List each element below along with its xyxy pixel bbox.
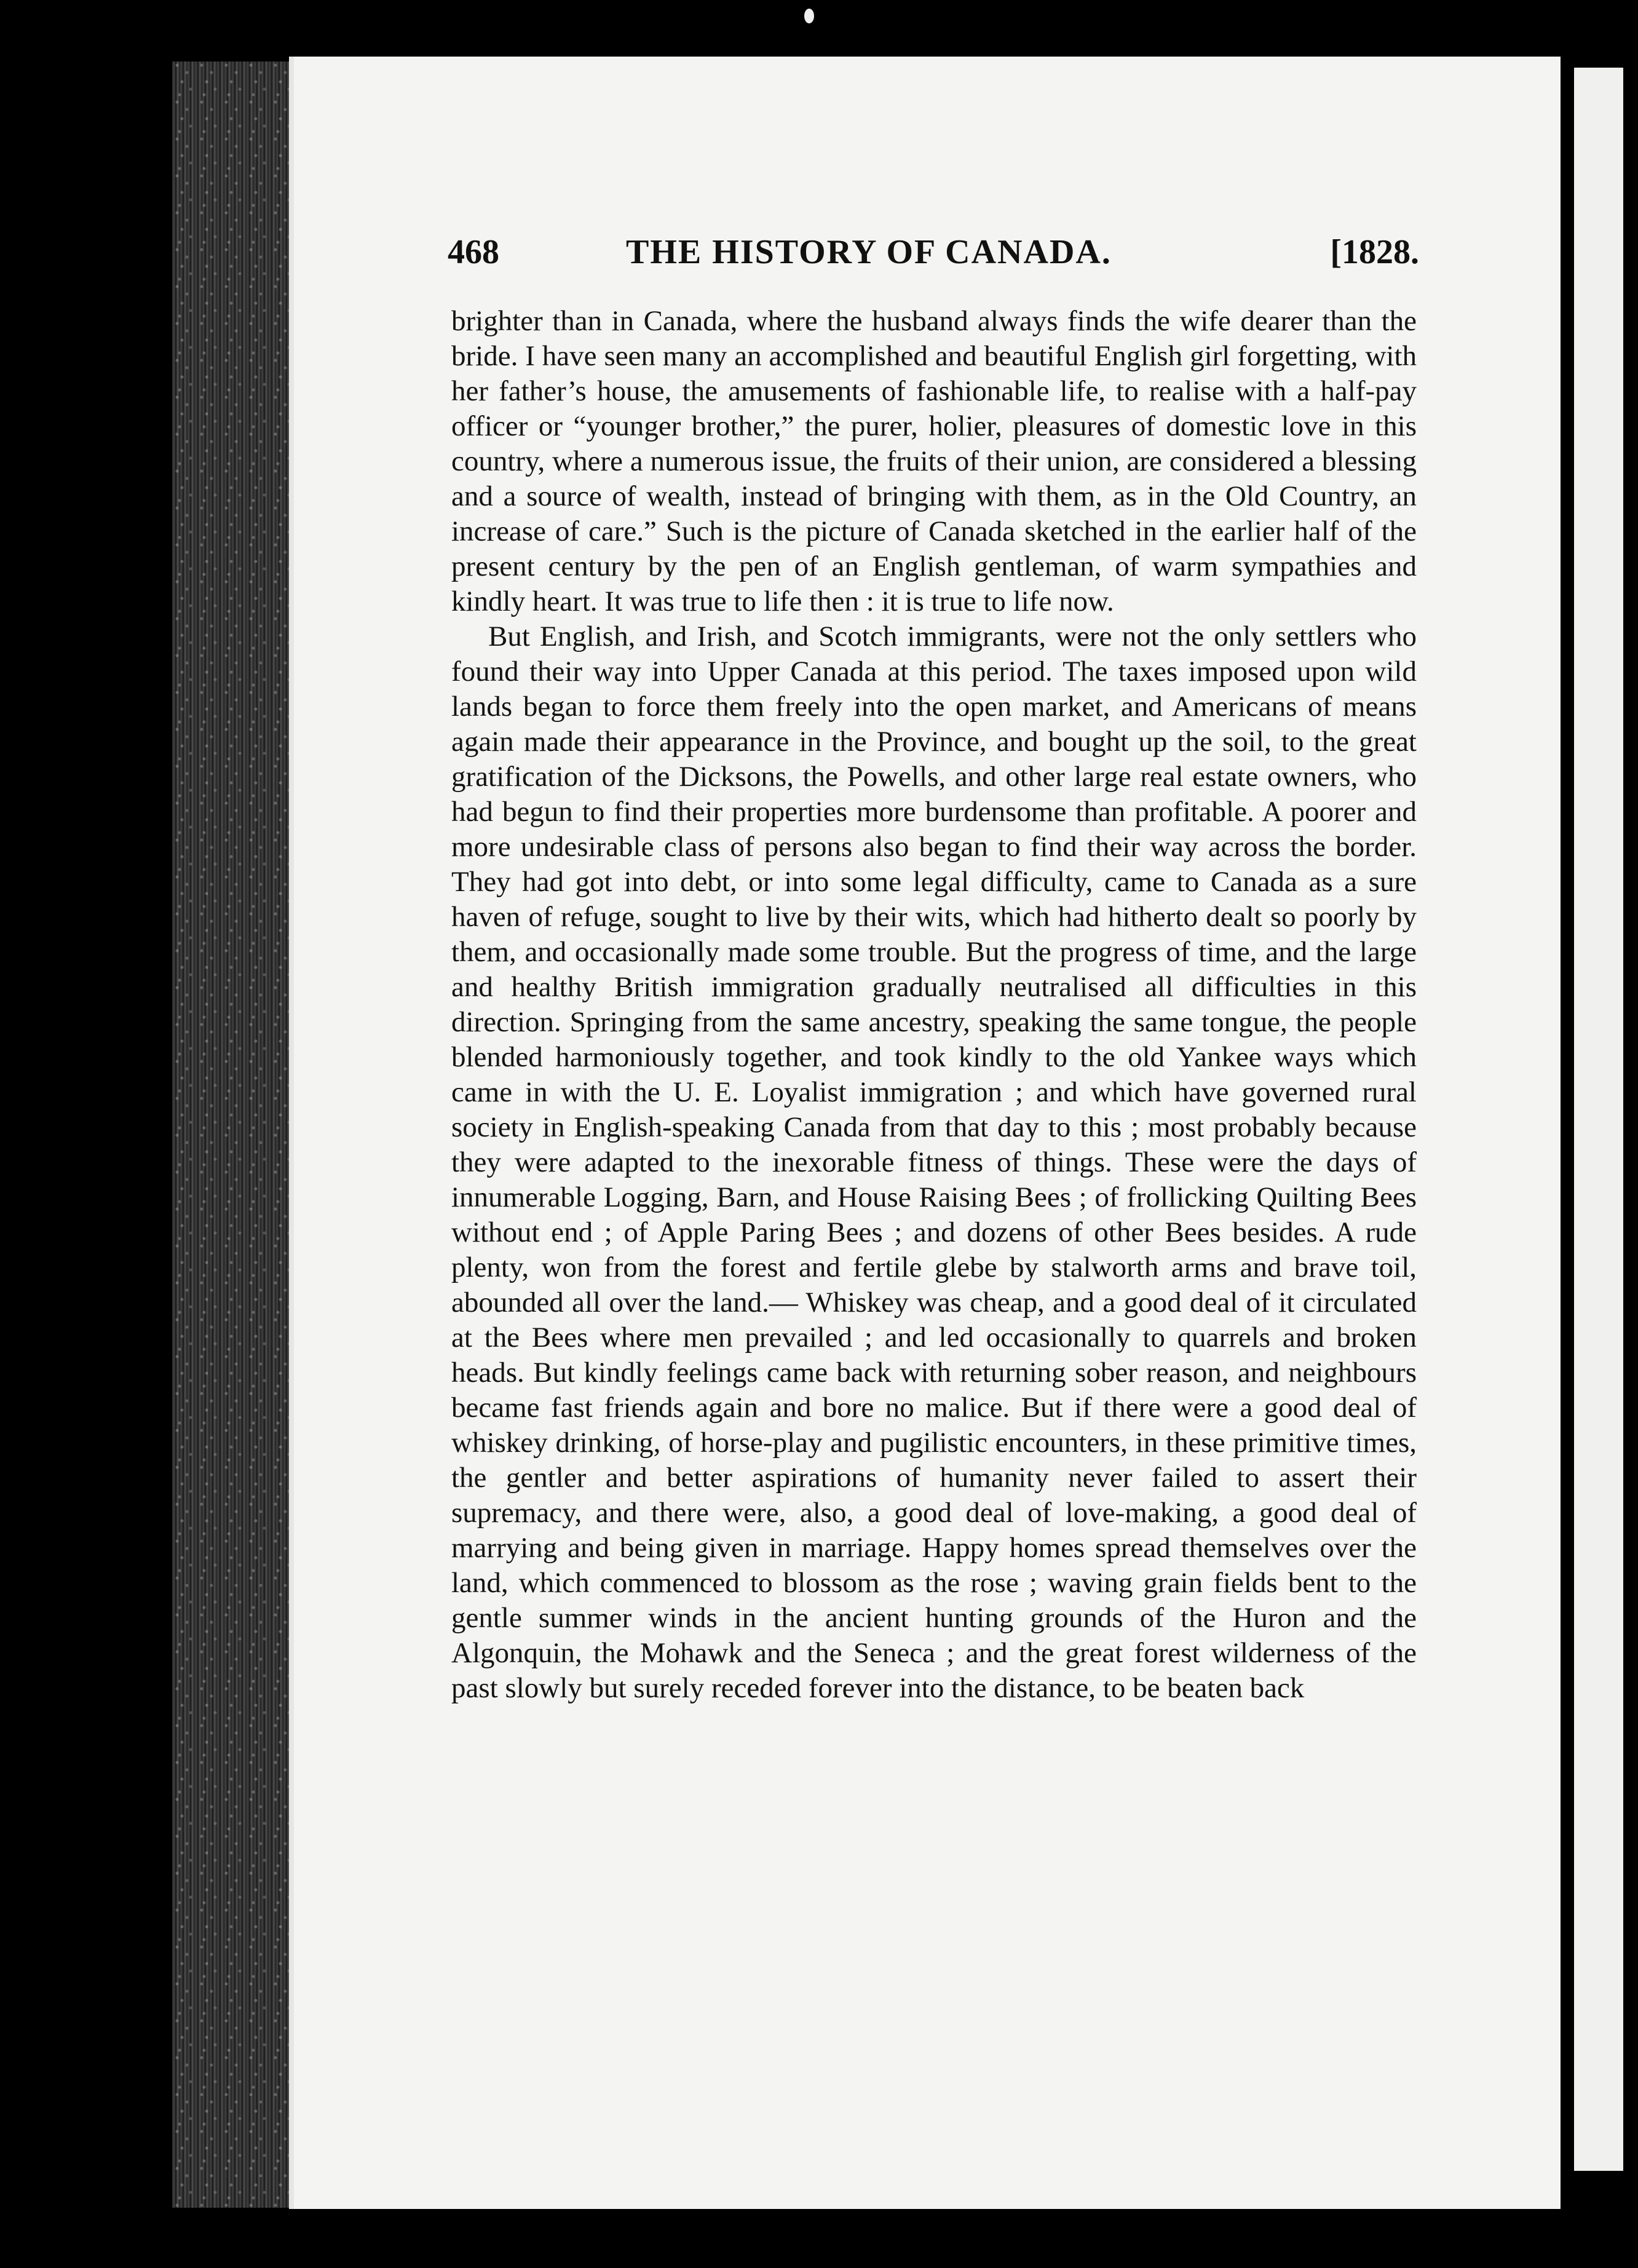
paragraph-continued: brighter than in Canada, where the husband always finds the wife dearer than the bride. I have seen many an accomplished and beautiful English girl forgetting, with her father’s house, the amusements of fashionable life, to realise with a half-pay officer or “younger brother,” the purer, holier, pleasures of domestic love in this country, where a numerous issue, the fruits of their union, are considered a blessing and a source of wealth, instead of bringing with them, as in the Old Country, an increase of care.” Such is the picture of Canada sketched in the earlier half of the present century by the pen of an English gentleman, of warm sympathies and kindly heart. It was true to life then : it is true to life now. bbox=[451, 305, 1417, 617]
page-number: 468 bbox=[448, 233, 499, 271]
running-year: [1828. bbox=[1330, 233, 1419, 271]
scan-artifact-dot bbox=[804, 9, 814, 23]
body-text bbox=[451, 304, 1417, 1706]
book-page-edges bbox=[172, 61, 301, 2208]
next-page-edge bbox=[1574, 68, 1623, 2171]
running-header bbox=[448, 232, 1419, 282]
paragraph: But English, and Irish, and Scotch immigrants, were not the only settlers who found their way into Upper Canada at this period. The taxes imposed upon wild lands began to force them freely into the open market, and Americans of means again made their appearance in the Province, and bought up the soil, to the great gratification of the Dicksons, the Powells, and other large real estate owners, who had begun to find their properties more burdensome than profitable. A poorer and more undesirable class of persons also began to find their way across the border. They had got into debt, or into some legal difficulty, came to Canada as a sure haven of refuge, sought to live by their wits, which had hitherto dealt so poorly by them, and occasionally made some trouble. But the progress of time, and the large and healthy British immigration gradually neutralised all difficulties in this direction. Springing from the same ancestry, speaking the same tongue, the people blended harmoniously together, and took kindly to the old Yankee ways which came in with the U. E. Loyalist immigration ; and which have governed rural society in English-speaking Canada from that day to this ; most probably because they were adapted to the inexorable fitness of things. These were the days of innumerable Logging, Barn, and House Raising Bees ; of frollicking Quilting Bees without end ; of Apple Paring Bees ; and dozens of other Bees besides. A rude plenty, won from the forest and fertile glebe by stalworth arms and brave toil, abounded all over the land.— Whiskey was cheap, and a good deal of it circulated at the Bees where men prevailed ; and led occasionally to quarrels and broken heads. But kindly feelings came back with returning sober reason, and neighbours became fast friends again and bore no malice. But if there were a good deal of whiskey drinking, of horse-play and pugilistic encounters, in these primitive times, the gentler and better aspirations of humanity never failed to assert their supremacy, and there were, also, a good deal of love-making, a good deal of marrying and being given in marriage. Happy homes spread themselves over the land, which commenced to blossom as the rose ; waving grain fields bent to the gentle summer winds in the ancient hunting grounds of the Huron and the Algonquin, the Mohawk and the Seneca ; and the great forest wilderness of the past slowly but surely receded forever into the distance, to be beaten back bbox=[451, 621, 1417, 1704]
running-title: THE HISTORY OF CANADA. bbox=[626, 233, 1112, 271]
